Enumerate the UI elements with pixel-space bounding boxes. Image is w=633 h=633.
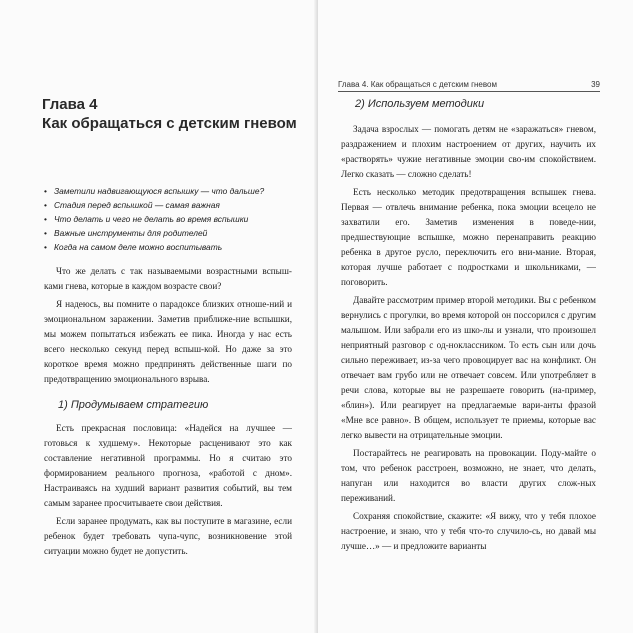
chapter-title: Как обращаться с детским гневом: [42, 115, 297, 132]
paragraph: Есть несколько методик предотвращения вспышек гнева. Первая — отвлечь внимание ребенка, пока эмоции всецело не захватили его. Заметив изменения в поведе-нии, предшествующие вспышке, можно перенаправить реакцию ребенка в другое русло, переключить его вни-мание. Вторая, которая лучше работает с подростками и школьниками, — поговорить.: [341, 187, 596, 287]
paragraph: Задача взрослых — помогать детям не «заражаться» гневом, раздражением и плохим настроением от других, научить их «растворять» чужие негативные эмоции сво-им спокойствием. Легко сказать — сложно сделать!: [341, 124, 596, 179]
paragraph: Что же делать с так называемыми возрастными вспыш-ками гнева, которые в каждом возрасте свои?: [44, 266, 292, 291]
paragraph: Если заранее продумать, как вы поступите в магазине, если ребенок будет требовать чупа-чупс, возникновение этой ситуации можно будет не допустить.: [44, 516, 292, 556]
body-text-strategy: [44, 421, 292, 559]
list-item: • Заметили надвигающуюся вспышку — что дальше?: [44, 184, 264, 198]
paragraph: Сохраняя спокойствие, скажите: «Я вижу, что у тебя плохое настроение, и знаю, что у тебя что-то случило-сь, но давай мы лучше…» — и предложите варианты: [341, 511, 596, 551]
paragraph: Я надеюсь, вы помните о парадоксе близких отноше-ний и эмоциональном заражении. Заметив приближе-ние вспышки, мы можем попытаться избежать ее пика. Иногда у нас есть всего несколько секунд перед вспыш-кой. Но даже за это короткое время можно предпринять действенные шаги по предотвращению эмоционального взрыва.: [44, 299, 292, 384]
chapter-number: Глава 4: [42, 96, 98, 113]
body-text-intro: [44, 264, 292, 387]
section-heading: 1) Продумываем стратегию: [58, 399, 209, 411]
list-item: • Стадия перед вспышкой — самая важная: [44, 198, 264, 212]
running-head: [338, 80, 600, 92]
section-heading: 2) Используем методики: [355, 98, 485, 110]
paragraph: Давайте рассмотрим пример второй методики. Вы с ребенком вернулись с прогулки, во время которой он поссорился с другим малышом. Или забрали его из шко-лы и узнали, что произошел неприятный разговор с од-ноклассником. То есть сын или дочь сильно переживает, из-за чего провоцирует вас на конфликт. Он отвечает вам грубо или не отвечает совсем. Или употребляет в речи слова, которые вы не разрешаете говорить (на-пример, «блин»). Или реагирует на предлагаемые вари-анты фразой «Мне все равно». В общем, использует те приемы, которые вас легко вывести на отрицательные эмоции.: [341, 295, 596, 440]
chapter-heading: [42, 96, 297, 134]
list-item: • Что делать и чего не делать во время вспышки: [44, 212, 264, 226]
chapter-contents-list: [44, 184, 264, 254]
body-text-methods: [341, 122, 596, 554]
running-head-title: Глава 4. Как обращаться с детским гневом: [338, 80, 497, 89]
page-number: 39: [591, 80, 600, 89]
list-item: • Когда на самом деле можно воспитывать: [44, 240, 264, 254]
paragraph: Есть прекрасная пословица: «Надейся на лучшее — готовься к худшему». Некоторые расценивают это как составление негативной программы. Но я считаю это формированием реального прогноза, «работой с дном». Настраиваясь на худший вариант развития событий, вы тем самым заранее просчитываете свои действия.: [44, 423, 292, 508]
list-item: • Важные инструменты для родителей: [44, 226, 264, 240]
paragraph: Постарайтесь не реагировать на провокации. Поду-майте о том, что ребенок расстроен, возможно, не знает, что делать, напуган или находится во власти других слож-ных переживаний.: [341, 448, 596, 503]
